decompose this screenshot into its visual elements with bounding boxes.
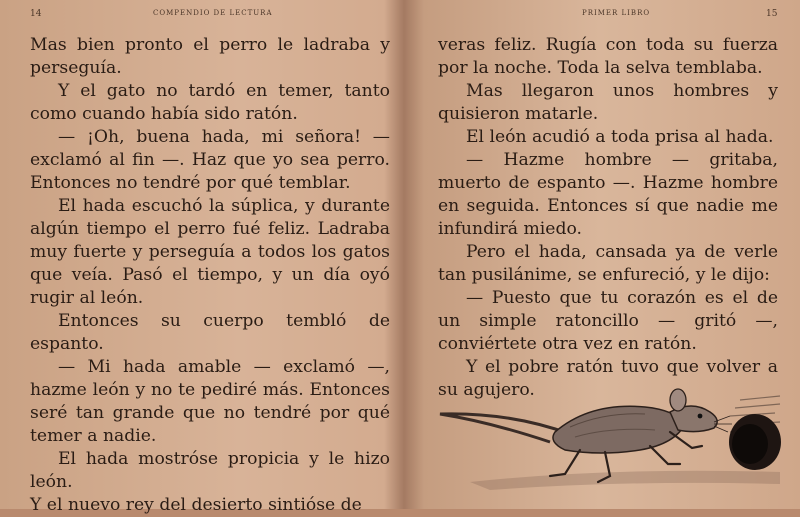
paragraph: El hada mostróse propicia y le hizo león. bbox=[30, 449, 390, 492]
right-page-number: 15 bbox=[766, 9, 778, 19]
paragraph: Mas llegaron unos hombres y quisieron matarle. bbox=[438, 81, 778, 124]
running-mouse-illustration bbox=[430, 372, 790, 502]
paragraph: Entonces su cuerpo tembló de espanto. bbox=[30, 311, 390, 354]
paragraph: — ¡Oh, buena hada, mi señora! — exclamó al fin —. Haz que yo sea perro. Entonces no tendré por qué temblar. bbox=[30, 127, 390, 193]
paragraph: El león acudió a toda prisa al hada. bbox=[466, 127, 774, 147]
right-page bbox=[410, 0, 800, 509]
paragraph: Pero el hada, cansada ya de verle tan pusilánime, se enfureció, y le dijo: bbox=[438, 242, 778, 285]
paragraph: — Hazme hombre — gritaba, muerto de espanto —. Hazme hombre en seguida. Entonces sí que nadie me infundirá miedo. bbox=[438, 150, 778, 239]
right-running-head: PRIMER LIBRO bbox=[582, 9, 651, 17]
paragraph: Y el nuevo rey del desierto sintióse de bbox=[30, 495, 362, 515]
paragraph: — Puesto que tu corazón es el de un simple ratoncillo — gritó —, conviértete otra vez en ratón. bbox=[438, 288, 778, 354]
paragraph: veras feliz. Rugía con toda su fuerza por la noche. Toda la selva temblaba. bbox=[438, 35, 778, 78]
paragraph: El hada escuchó la súplica, y durante algún tiempo el perro fué feliz. Ladraba muy fuerte y perseguía a todos los gatos que veía. Pasó el tiempo, y un día oyó rugir al león. bbox=[30, 196, 390, 308]
paragraph: Y el gato no tardó en temer, tanto como cuando había sido ratón. bbox=[30, 81, 390, 124]
left-page-text bbox=[30, 34, 390, 517]
paragraph: Mas bien pronto el perro le ladraba y perseguía. bbox=[30, 35, 390, 78]
paragraph: Y el pobre ratón tuvo que volver a su agujero. bbox=[438, 357, 778, 400]
left-running-head: COMPENDIO DE LECTURA bbox=[153, 9, 273, 17]
left-page-number: 14 bbox=[30, 9, 42, 19]
right-page-text bbox=[438, 34, 778, 402]
paragraph: — Mi hada amable — exclamó —, hazme león y no te pediré más. Entonces seré tan grande que no tendré por qué temer a nadie. bbox=[30, 357, 390, 446]
left-page bbox=[0, 0, 396, 515]
